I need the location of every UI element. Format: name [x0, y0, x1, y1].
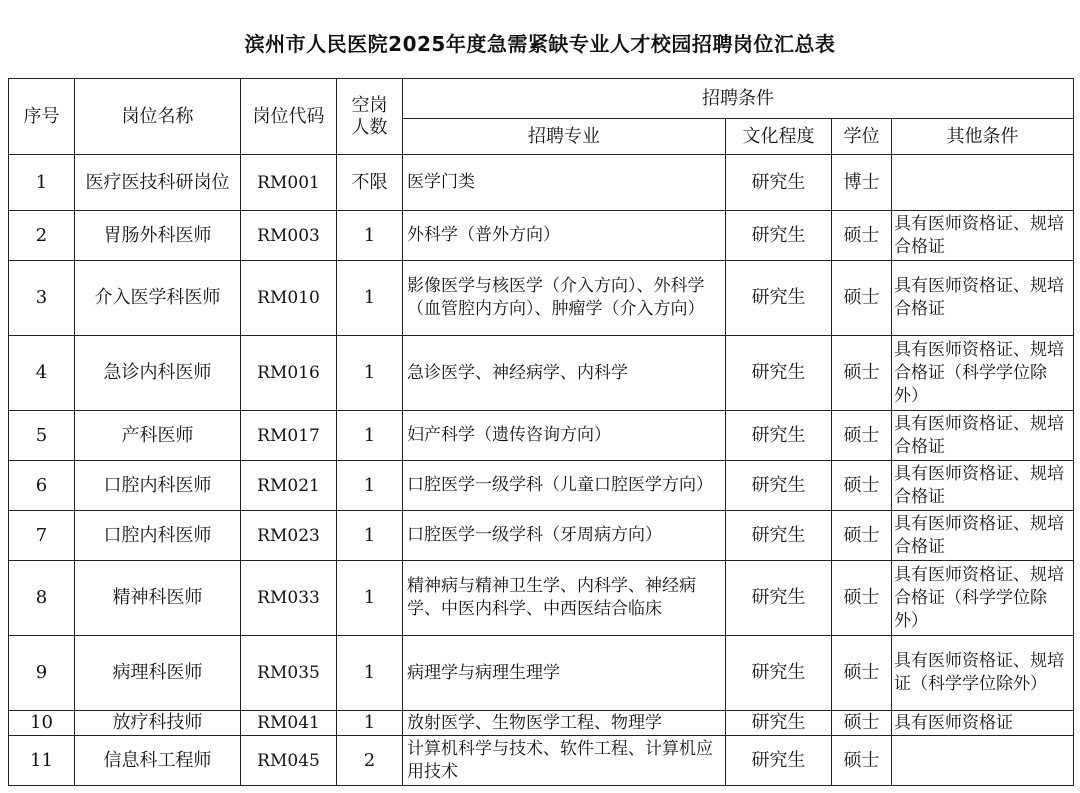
cell-no: 3 [9, 261, 75, 336]
cell-position: 精神科医师 [75, 561, 241, 636]
cell-other: 具有医师资格证、规培合格证 [892, 211, 1074, 261]
cell-education: 研究生 [726, 561, 832, 636]
cell-education: 研究生 [726, 411, 832, 461]
cell-other: 具有医师资格证、规培合格证（科学学位除外） [892, 561, 1074, 636]
cell-other: 具有医师资格证、规培合格证 [892, 411, 1074, 461]
table-row [9, 511, 1074, 561]
cell-position: 胃肠外科医师 [75, 211, 241, 261]
cell-code: RM021 [241, 461, 337, 511]
cell-no: 7 [9, 511, 75, 561]
cell-education: 研究生 [726, 511, 832, 561]
table-row [9, 411, 1074, 461]
table-row [9, 336, 1074, 411]
cell-degree: 硕士 [832, 636, 892, 711]
cell-other [892, 736, 1074, 786]
header-vacancy-line2: 人数 [351, 116, 388, 138]
cell-education: 研究生 [726, 711, 832, 736]
cell-position: 急诊内科医师 [75, 336, 241, 411]
header-major: 招聘专业 [403, 119, 726, 155]
header-code: 岗位代码 [241, 79, 337, 155]
header-degree: 学位 [832, 119, 892, 155]
cell-position: 产科医师 [75, 411, 241, 461]
cell-other: 具有医师资格证 [892, 711, 1074, 736]
table-row [9, 711, 1074, 736]
header-position: 岗位名称 [75, 79, 241, 155]
cell-degree: 硕士 [832, 511, 892, 561]
table-row [9, 461, 1074, 511]
header-vacancy [337, 79, 403, 155]
cell-code: RM023 [241, 511, 337, 561]
cell-count: 1 [337, 561, 403, 636]
cell-no: 8 [9, 561, 75, 636]
table-row [9, 261, 1074, 336]
cell-code: RM033 [241, 561, 337, 636]
table-row [9, 155, 1074, 211]
cell-major: 计算机科学与技术、软件工程、计算机应用技术 [403, 736, 726, 786]
table-row [9, 636, 1074, 711]
cell-education: 研究生 [726, 211, 832, 261]
cell-position: 口腔内科医师 [75, 511, 241, 561]
cell-degree: 硕士 [832, 411, 892, 461]
cell-major: 放射医学、生物医学工程、物理学 [403, 711, 726, 736]
cell-count: 1 [337, 461, 403, 511]
cell-count: 1 [337, 711, 403, 736]
cell-other: 具有医师资格证、规培合格证 [892, 511, 1074, 561]
cell-education: 研究生 [726, 736, 832, 786]
cell-major: 外科学（普外方向） [403, 211, 726, 261]
cell-no: 11 [9, 736, 75, 786]
cell-education: 研究生 [726, 261, 832, 336]
cell-degree: 硕士 [832, 261, 892, 336]
cell-position: 放疗科技师 [75, 711, 241, 736]
cell-major: 急诊医学、神经病学、内科学 [403, 336, 726, 411]
cell-position: 介入医学科医师 [75, 261, 241, 336]
cell-position: 医疗医技科研岗位 [75, 155, 241, 211]
cell-count: 1 [337, 261, 403, 336]
cell-code: RM045 [241, 736, 337, 786]
cell-code: RM010 [241, 261, 337, 336]
cell-no: 5 [9, 411, 75, 461]
header-no: 序号 [9, 79, 75, 155]
cell-no: 1 [9, 155, 75, 211]
cell-major: 影像医学与核医学（介入方向）、外科学（血管腔内方向）、肿瘤学（介入方向） [403, 261, 726, 336]
cell-major: 妇产科学（遗传咨询方向） [403, 411, 726, 461]
table-title: 滨州市人民医院2025年度急需紧缺专业人才校园招聘岗位汇总表 [244, 32, 836, 56]
cell-other: 具有医师资格证、规培合格证 [892, 261, 1074, 336]
cell-no: 10 [9, 711, 75, 736]
cell-code: RM003 [241, 211, 337, 261]
cell-no: 2 [9, 211, 75, 261]
header-education: 文化程度 [726, 119, 832, 155]
cell-degree: 硕士 [832, 711, 892, 736]
cell-degree: 硕士 [832, 336, 892, 411]
cell-other [892, 155, 1074, 211]
cell-count: 1 [337, 336, 403, 411]
cell-code: RM016 [241, 336, 337, 411]
cell-position: 病理科医师 [75, 636, 241, 711]
cell-major: 口腔医学一级学科（儿童口腔医学方向） [403, 461, 726, 511]
cell-other: 具有医师资格证、规培合格证 [892, 461, 1074, 511]
cell-code: RM041 [241, 711, 337, 736]
header-other: 其他条件 [892, 119, 1074, 155]
recruitment-table [8, 78, 1074, 786]
cell-education: 研究生 [726, 461, 832, 511]
cell-count: 2 [337, 736, 403, 786]
cell-major: 精神病与精神卫生学、内科学、神经病学、中医内科学、中西医结合临床 [403, 561, 726, 636]
cell-no: 9 [9, 636, 75, 711]
cell-other: 具有医师资格证、规培合格证（科学学位除外） [892, 336, 1074, 411]
table-row [9, 211, 1074, 261]
cell-degree: 硕士 [832, 561, 892, 636]
cell-degree: 硕士 [832, 736, 892, 786]
table-row [9, 561, 1074, 636]
cell-code: RM001 [241, 155, 337, 211]
header-vacancy-line1: 空岗 [351, 94, 388, 116]
cell-count: 1 [337, 511, 403, 561]
cell-degree: 博士 [832, 155, 892, 211]
cell-major: 医学门类 [403, 155, 726, 211]
cell-count: 1 [337, 211, 403, 261]
cell-education: 研究生 [726, 636, 832, 711]
cell-education: 研究生 [726, 336, 832, 411]
cell-education: 研究生 [726, 155, 832, 211]
cell-count: 不限 [337, 155, 403, 211]
cell-degree: 硕士 [832, 211, 892, 261]
cell-degree: 硕士 [832, 461, 892, 511]
table-row [9, 736, 1074, 786]
cell-no: 4 [9, 336, 75, 411]
cell-other: 具有医师资格证、规培证（科学学位除外） [892, 636, 1074, 711]
cell-major: 病理学与病理生理学 [403, 636, 726, 711]
cell-position: 口腔内科医师 [75, 461, 241, 511]
cell-code: RM017 [241, 411, 337, 461]
cell-position: 信息科工程师 [75, 736, 241, 786]
cell-code: RM035 [241, 636, 337, 711]
cell-no: 6 [9, 461, 75, 511]
header-conditions: 招聘条件 [403, 79, 1074, 119]
cell-major: 口腔医学一级学科（牙周病方向） [403, 511, 726, 561]
cell-count: 1 [337, 411, 403, 461]
cell-count: 1 [337, 636, 403, 711]
